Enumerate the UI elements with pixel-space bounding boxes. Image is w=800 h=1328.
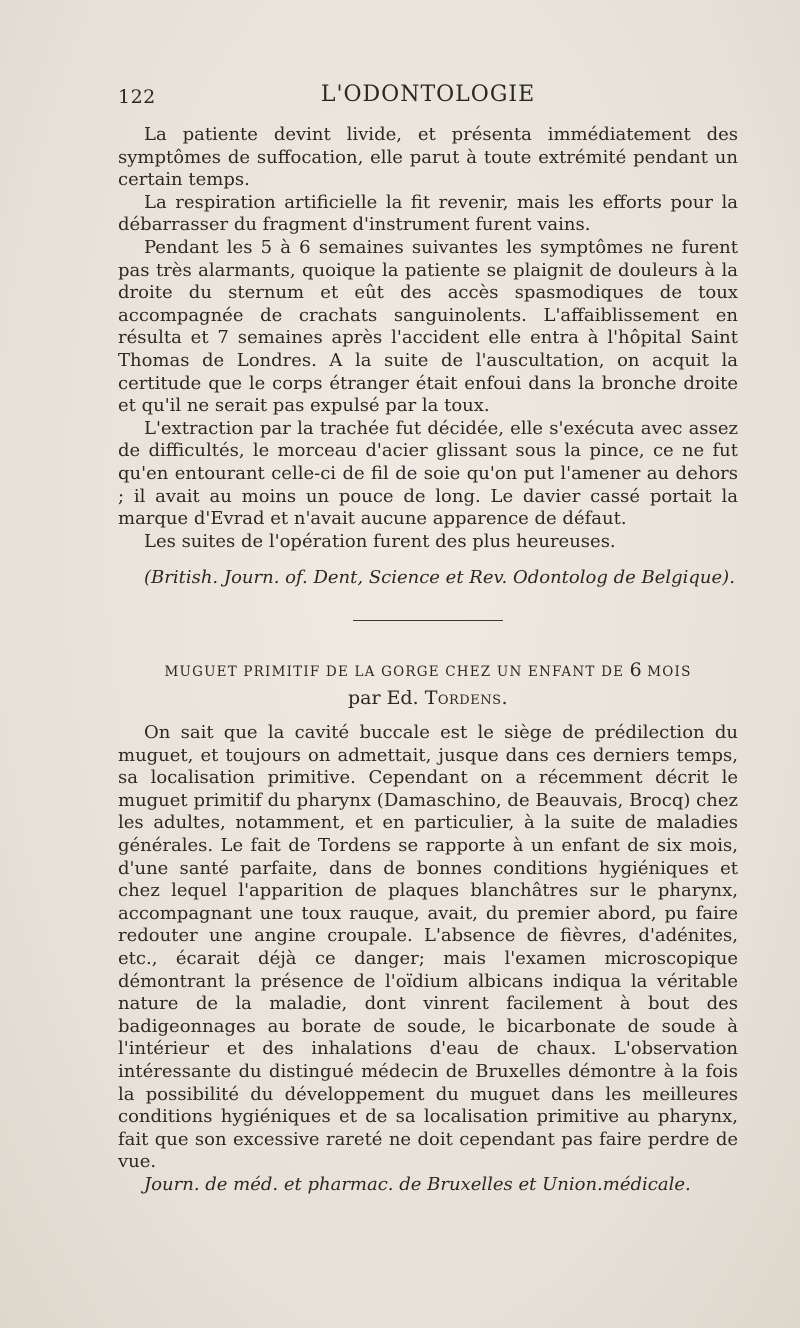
- running-title: L'ODONTOLOGIE: [320, 82, 536, 107]
- article-title: [118, 659, 738, 684]
- paragraph: La respiration artificielle la fit revenir, mais les efforts pour la débarrasser du fragment d'instrument furent vains.: [118, 191, 738, 236]
- article-title-suffix: MOIS: [641, 663, 692, 680]
- page-header: [118, 82, 738, 112]
- section-divider: [353, 620, 503, 621]
- citation: (British. Journ. of. Dent, Science et Rev. Odontolog de Belgique).: [144, 567, 735, 589]
- page-number: 122: [118, 86, 156, 108]
- paragraph: La patiente devint livide, et présenta immédiatement des symptômes de suffocation, elle parut à toute extrémité pendant un certain temps.: [118, 124, 738, 191]
- paragraph: On sait que la cavité buccale est le siège de prédilection du muguet, et toujours on admettait, jusque dans ces derniers temps, sa localisation primitive. Cependant on a récemment décrit le muguet primitif du pharynx (Damaschino, de Beauvais, Brocq) chez les adultes, notamment, et en particulier, à la suite de maladies générales. Le fait de Tordens se rapporte à un enfant de six mois, d'une santé parfaite, dans de bonnes conditions hygiéniques et chez lequel l'apparition de plaques blanchâtres sur le pharynx, accompagnant une toux rauque, avait, du premier abord, pu faire redouter une angine croupale. L'absence de fièvres, d'adénites, etc., écarait déjà ce danger; mais l'examen microscopique démontrant la présence de l'oïdium albicans indiqua la véritable nature de la maladie, dont vinrent facilement à bout des badigeonnages au borate de soude, le bicarbonate de soude à l'intérieur et des inhalations d'eau de chaux. L'observation intéressante du distingué médecin de Bruxelles démontre à la fois la possibilité du développement du muguet dans les meilleures conditions hygiéniques et de sa localisation primitive au pharynx, fait que son excessive rareté ne doit cependant pas faire perdre de vue.: [118, 722, 738, 1173]
- paragraph: L'extraction par la trachée fut décidée, elle s'exécuta avec assez de difficultés, le morceau d'acier glissant sous la pince, ce ne fut qu'en entourant celle-ci de fil de soie qu'on put l'amener au dehors ; il avait au moins un pouce de long. Le davier cassé portait la marque d'Evrad et n'avait aucune apparence de défaut.: [118, 417, 738, 530]
- source-citation: Journ. de méd. et pharmac. de Bruxelles et Union.médicale.: [144, 1173, 691, 1195]
- paragraph: Pendant les 5 à 6 semaines suivantes les symptômes ne furent pas très alarmants, quoique la patiente se plaignit de douleurs à la droite du sternum et eût des accès spasmodiques de toux accompagnée de crachats sanguinolents. L'affaiblissement en résulta et 7 semaines après l'accident elle entra à l'hôpital Saint Thomas de Londres. A la suite de l'auscultation, on acquit la certitude que le corps étranger était enfoui dans la bronche droite et qu'il ne serait pas expulsé par la toux.: [118, 236, 738, 417]
- article-title-number: 6: [629, 658, 642, 681]
- author-prefix: par Ed.: [347, 687, 425, 710]
- page-content: [118, 124, 738, 1197]
- author-name: Tordens.: [424, 687, 509, 710]
- article-title-prefix: MUGUET PRIMITIF DE LA GORGE CHEZ UN ENFANT DE: [164, 663, 630, 680]
- article-author: [118, 687, 738, 710]
- paragraph: Les suites de l'opération furent des plus heureuses.: [144, 530, 616, 552]
